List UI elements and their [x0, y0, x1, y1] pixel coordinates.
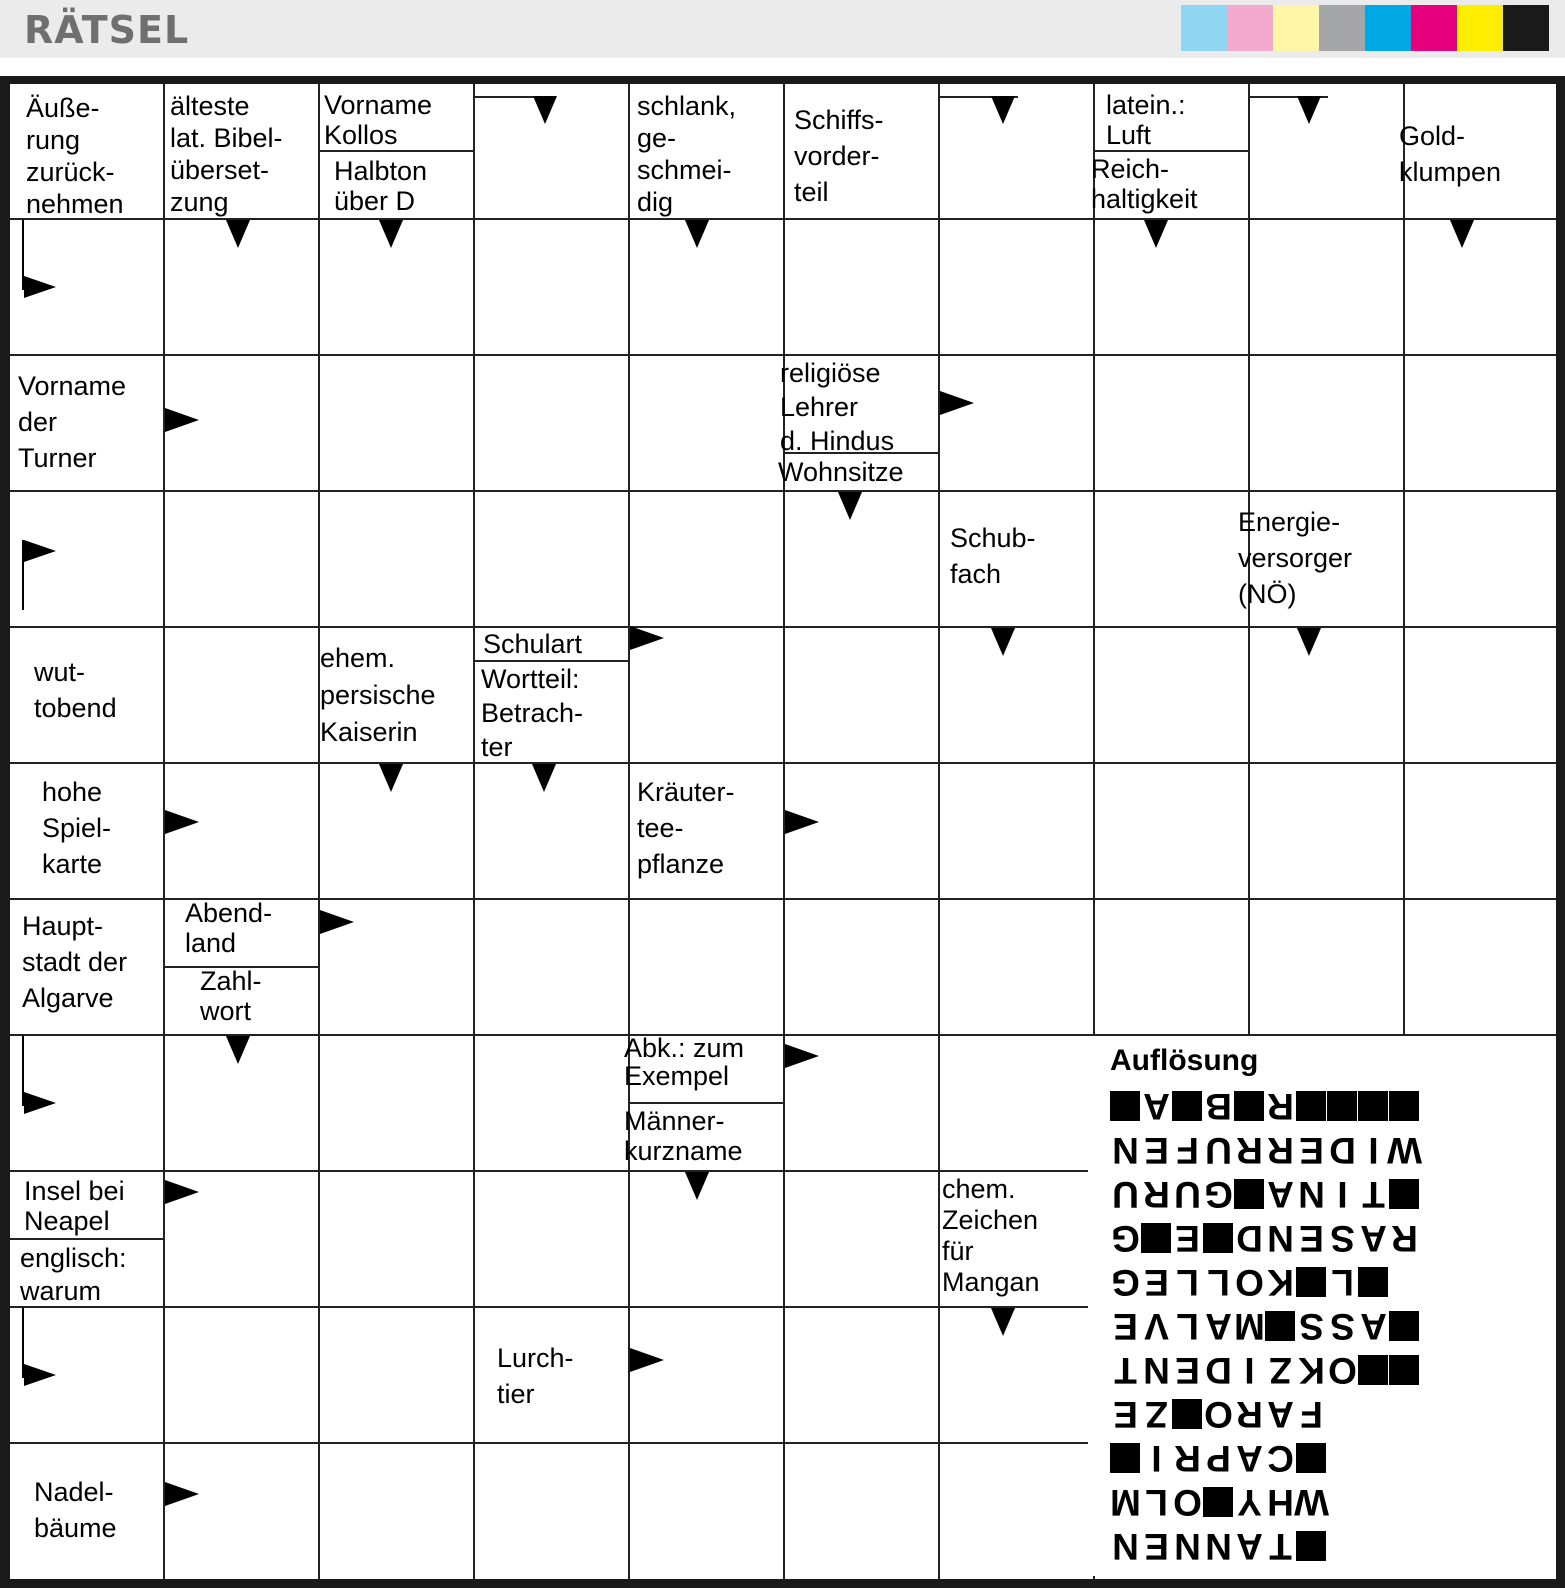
solution-letter: T: [1269, 1526, 1292, 1567]
solution-letter: E: [1299, 1218, 1324, 1259]
solution-row: [1110, 1524, 1420, 1568]
solution-letter: R: [1236, 1394, 1263, 1435]
solution-block: [1296, 1524, 1327, 1568]
solution-block: [1327, 1084, 1358, 1128]
clue-text: Abend- land: [185, 898, 273, 958]
solution-letter: L: [1331, 1262, 1354, 1303]
solution-block: [1296, 1436, 1327, 1480]
arrow-right-icon: [785, 810, 819, 834]
clue-text: Halbton über D: [334, 156, 428, 216]
clue-text: hohe Spiel- karte: [42, 777, 112, 879]
arrow-right-icon: [165, 1482, 199, 1506]
clue-text: ehem. persische Kaiserin: [320, 643, 436, 747]
solution-block: [1358, 1084, 1389, 1128]
solution-letter: F: [1300, 1394, 1323, 1435]
solution-row: [1110, 1260, 1420, 1304]
solution-letter: E: [1175, 1218, 1200, 1259]
solution-letter: E: [1144, 1130, 1169, 1171]
solution-letter: A: [1360, 1306, 1387, 1347]
solution-block: [1141, 1216, 1172, 1260]
clue-text: Schiffs- vorder- teil: [794, 105, 884, 207]
solution-block: [1110, 1436, 1141, 1480]
solution-letter: G: [1204, 1174, 1233, 1215]
arrow-down-icon: [226, 1036, 250, 1064]
arrow-right-icon: [320, 910, 354, 934]
clue-text: Insel bei Neapel: [24, 1176, 125, 1236]
solution-letter: R: [1174, 1438, 1201, 1479]
clue-text: Energie- versorger (NÖ): [1238, 507, 1353, 609]
solution-letter: A: [1267, 1174, 1294, 1215]
solution-block: [1296, 1084, 1327, 1128]
solution-letter: N: [1205, 1526, 1232, 1567]
clue-text: Kräuter- tee- pflanze: [637, 777, 735, 879]
color-swatch: [1273, 5, 1319, 51]
solution-row: [1110, 1436, 1420, 1480]
cell-divider: [628, 1102, 783, 1104]
solution-letter: U: [1174, 1174, 1201, 1215]
solution-letter: O: [1328, 1350, 1357, 1391]
arrow-down-icon: [1450, 220, 1474, 248]
solution-letter: S: [1299, 1306, 1324, 1347]
solution-letter: D: [1329, 1130, 1356, 1171]
grid-line: [318, 84, 320, 1579]
solution-row: [1110, 1172, 1420, 1216]
solution-letter: D: [1205, 1350, 1232, 1391]
solution-letter: D: [1236, 1218, 1263, 1259]
clue-text: chem. Zeichen für Mangan: [942, 1174, 1040, 1297]
solution-letter: M: [1234, 1306, 1265, 1347]
clue-text: Wortteil: Betrach- ter: [481, 664, 584, 762]
color-swatch: [1181, 5, 1227, 51]
solution-block: [1296, 1260, 1327, 1304]
solution-letter: M: [1110, 1482, 1141, 1523]
solution-block: [1389, 1304, 1420, 1348]
solution-letter: V: [1144, 1306, 1169, 1347]
solution-letter: B: [1205, 1086, 1232, 1127]
solution-letter: T: [1362, 1174, 1385, 1215]
arrow-down-icon: [991, 628, 1015, 656]
solution-block: [1389, 1084, 1420, 1128]
solution-letter: E: [1144, 1526, 1169, 1567]
solution-letter: P: [1206, 1438, 1231, 1479]
solution-block: [1234, 1084, 1265, 1128]
arrow-bent-right-icon: [22, 220, 58, 300]
arrow-bent-right-icon: [22, 1308, 58, 1388]
solution-letter: L: [1176, 1262, 1199, 1303]
arrow-right-icon: [165, 1180, 199, 1204]
solution-letter: A: [1236, 1526, 1263, 1567]
cell-divider: [1093, 150, 1248, 152]
solution-letter: R: [1267, 1086, 1294, 1127]
solution-letter: W: [1387, 1130, 1422, 1171]
solution-letter: L: [1176, 1306, 1199, 1347]
solution-letter: S: [1330, 1306, 1355, 1347]
solution-letter: N: [1174, 1526, 1201, 1567]
clue-text: Haupt- stadt der Algarve: [22, 911, 128, 1013]
clue-text: latein.: Luft: [1106, 90, 1186, 150]
solution-block: [1203, 1480, 1234, 1524]
clue-text: englisch: warum: [20, 1243, 127, 1306]
header-bar: [0, 0, 1565, 58]
color-swatch: [1457, 5, 1503, 51]
solution-letter: Y: [1237, 1482, 1262, 1523]
arrow-down-icon: [1297, 96, 1321, 124]
grid-line: [10, 626, 1556, 628]
arrow-down-icon: [379, 764, 403, 792]
solution-letter: R: [1143, 1174, 1170, 1215]
solution-letter: N: [1267, 1218, 1294, 1259]
solution-letter: R: [1267, 1130, 1294, 1171]
solution-block: [1389, 1348, 1420, 1392]
solution-letter: E: [1113, 1306, 1138, 1347]
solution-row: [1110, 1084, 1420, 1128]
solution-row: [1110, 1480, 1420, 1524]
solution-letter: G: [1111, 1218, 1140, 1259]
solution-letter: A: [1267, 1394, 1294, 1435]
arrow-down-icon: [685, 220, 709, 248]
color-calibration-bar: [1181, 5, 1549, 51]
arrow-right-icon: [165, 408, 199, 432]
clue-text: Schulart: [483, 629, 583, 659]
solution-letter: A: [1236, 1438, 1263, 1479]
grid-line: [10, 490, 1556, 492]
arrow-down-icon: [226, 220, 250, 248]
solution-row: [1110, 1304, 1420, 1348]
arrow-down-icon: [1144, 220, 1168, 248]
solution-letter: H: [1267, 1482, 1294, 1523]
solution-letter: A: [1143, 1086, 1170, 1127]
solution-letter: F: [1176, 1130, 1199, 1171]
solution-letter: E: [1113, 1394, 1138, 1435]
solution-letter: L: [1145, 1482, 1168, 1523]
solution-grid: [1110, 1084, 1420, 1568]
clue-text: schlank, ge- schmei- dig: [637, 91, 737, 217]
arrow-down-icon: [991, 96, 1015, 124]
cell-divider: [318, 150, 473, 152]
clue-text: Vorname Kollos: [324, 90, 433, 150]
solution-letter: N: [1112, 1130, 1139, 1171]
solution-letter: O: [1235, 1262, 1264, 1303]
arrow-down-icon: [991, 1308, 1015, 1336]
solution-letter: I: [1151, 1438, 1162, 1479]
solution-letter: L: [1207, 1262, 1230, 1303]
solution-letter: Z: [1145, 1394, 1168, 1435]
grid-line: [10, 1306, 1093, 1308]
solution-block: [1110, 1084, 1141, 1128]
solution-letter: C: [1267, 1438, 1294, 1479]
solution-block: [1358, 1348, 1389, 1392]
solution-row: [1110, 1348, 1420, 1392]
cell-divider: [10, 1238, 163, 1240]
grid-line: [10, 762, 1556, 764]
clue-text: Reich- haltigkeit: [1091, 154, 1198, 214]
grid-line: [1403, 84, 1405, 1036]
clue-text: Männer- kurzname: [624, 1106, 743, 1166]
solution-letter: N: [1143, 1350, 1170, 1391]
solution-letter: S: [1330, 1218, 1355, 1259]
solution-block: [1234, 1172, 1265, 1216]
solution-letter: W: [1294, 1482, 1329, 1523]
solution-block: [1358, 1260, 1389, 1304]
arrow-right-icon: [165, 810, 199, 834]
grid-line: [10, 1442, 1093, 1444]
solution-letter: K: [1298, 1350, 1325, 1391]
solution-letter: N: [1298, 1174, 1325, 1215]
solution-letter: U: [1112, 1174, 1139, 1215]
clue-text: Zahl- wort: [200, 966, 262, 1026]
color-swatch: [1319, 5, 1365, 51]
solution-letter: I: [1368, 1130, 1379, 1171]
solution-row: [1110, 1392, 1420, 1436]
color-swatch: [1365, 5, 1411, 51]
arrow-right-icon: [940, 391, 974, 415]
clue-text: Schub- fach: [950, 523, 1036, 589]
color-swatch: [1411, 5, 1457, 51]
arrow-right-icon: [785, 1044, 819, 1068]
solution-row: [1110, 1128, 1420, 1172]
solution-letter: I: [1244, 1350, 1255, 1391]
solution-letter: E: [1299, 1130, 1324, 1171]
solution-letter: G: [1111, 1262, 1140, 1303]
arrow-down-icon: [838, 492, 862, 520]
clue-text: Gold- klumpen: [1399, 121, 1502, 187]
color-swatch: [1227, 5, 1273, 51]
arrow-down-icon: [533, 96, 557, 124]
solution-letter: T: [1114, 1350, 1137, 1391]
arrow-down-icon: [685, 1172, 709, 1200]
solution-letter: Z: [1269, 1350, 1292, 1391]
clue-text: Wohnsitze: [778, 457, 904, 487]
solution-letter: A: [1205, 1306, 1232, 1347]
solution-letter: R: [1236, 1130, 1263, 1171]
solution-block: [1265, 1304, 1296, 1348]
solution-letter: N: [1112, 1526, 1139, 1567]
clue-text: Lurch- tier: [497, 1343, 574, 1409]
arrow-right-icon: [630, 1348, 664, 1372]
clue-text: älteste lat. Bibel- überset- zung: [170, 91, 283, 217]
grid-line: [938, 84, 940, 1579]
arrow-bent-right-icon: [22, 1036, 58, 1116]
clue-text: Abk.: zum Exempel: [624, 1033, 745, 1091]
solution-block: [1389, 1172, 1420, 1216]
solution-block: [1172, 1084, 1203, 1128]
solution-letter: E: [1175, 1350, 1200, 1391]
solution-letter: K: [1267, 1262, 1294, 1303]
arrow-down-icon: [379, 220, 403, 248]
grid-line: [473, 84, 475, 1579]
arrow-down-icon: [532, 764, 556, 792]
solution-title: Auflösung: [1110, 1044, 1259, 1077]
solution-block: [1203, 1216, 1234, 1260]
solution-letter: R: [1391, 1218, 1418, 1259]
section-title: RÄTSEL: [24, 8, 190, 52]
arrow-bent-right-icon: [22, 540, 58, 620]
arrow-right-icon: [630, 626, 664, 650]
solution-letter: A: [1360, 1218, 1387, 1259]
solution-letter: O: [1173, 1482, 1202, 1523]
solution-letter: E: [1144, 1262, 1169, 1303]
color-swatch: [1503, 5, 1549, 51]
solution-box: [1088, 1036, 1548, 1576]
clue-text: wut- tobend: [34, 657, 117, 723]
clue-text: Äuße- rung zurück- nehmen: [26, 93, 124, 219]
arrow-down-icon: [1297, 628, 1321, 656]
grid-line: [10, 1170, 1093, 1172]
solution-block: [1172, 1392, 1203, 1436]
clue-text: Vorname der Turner: [18, 371, 127, 473]
clue-text: Nadel- bäume: [34, 1477, 117, 1543]
solution-row: [1110, 1216, 1420, 1260]
solution-letter: U: [1205, 1130, 1232, 1171]
solution-letter: O: [1204, 1394, 1233, 1435]
clue-text: religiöse Lehrer d. Hindus: [780, 358, 895, 456]
solution-letter: I: [1337, 1174, 1348, 1215]
